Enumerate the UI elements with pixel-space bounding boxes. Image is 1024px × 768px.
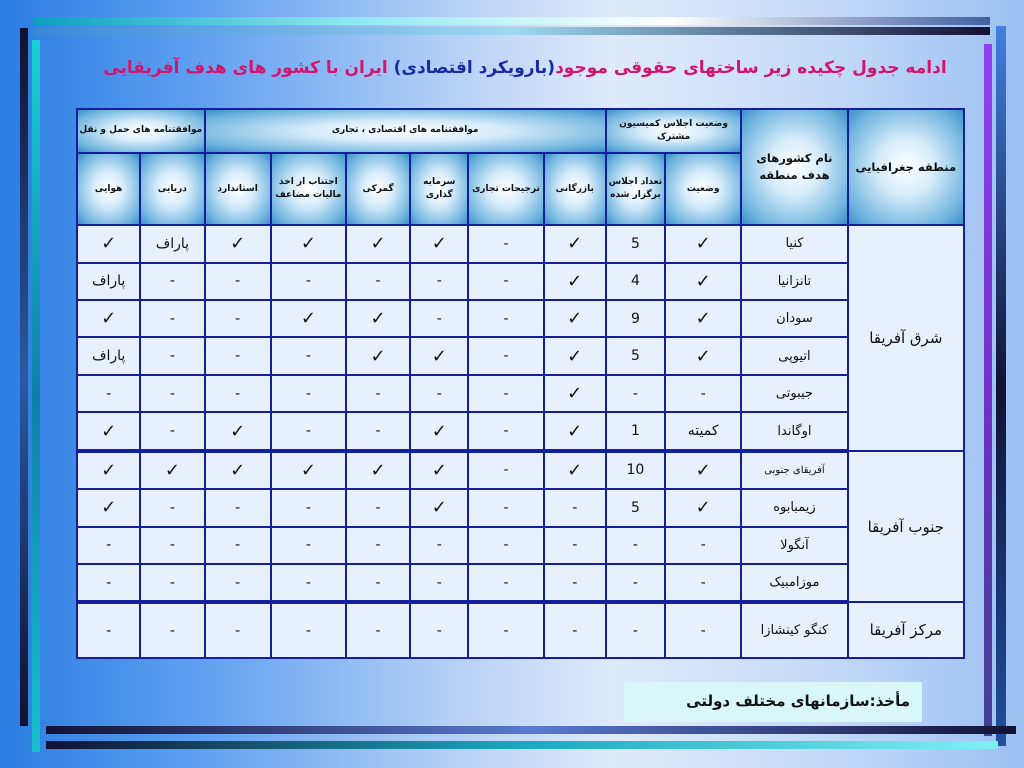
cell-marine: ✓ <box>140 451 204 489</box>
cell-status: ✓ <box>665 263 741 300</box>
header-row-1 <box>77 109 964 153</box>
cell-investment: - <box>410 300 468 337</box>
table-row <box>77 489 964 526</box>
cell-double-tax: - <box>271 527 346 564</box>
frame-bar-bottom-dark <box>46 726 1016 734</box>
cell-double-tax: - <box>271 564 346 602</box>
country-name: آفریقای جنوبی <box>741 451 847 489</box>
cell-standard: - <box>205 263 271 300</box>
cell-marine: پاراف <box>140 225 204 262</box>
cell-investment: ✓ <box>410 451 468 489</box>
cell-double-tax: ✓ <box>271 225 346 262</box>
cell-trade: ✓ <box>544 375 606 412</box>
cell-preferential: - <box>468 489 543 526</box>
cell-marine: - <box>140 337 204 374</box>
cell-standard: - <box>205 337 271 374</box>
cell-trade: ✓ <box>544 225 606 262</box>
cell-air: ✓ <box>77 300 140 337</box>
cell-count: 4 <box>606 263 665 300</box>
frame-bar-top-cyan <box>34 17 990 25</box>
table-row <box>77 564 964 602</box>
cell-status: ✓ <box>665 300 741 337</box>
header-double-tax: اجتناب از اخذ مالیات مضاعف <box>271 153 346 225</box>
table-row <box>77 337 964 374</box>
cell-preferential: - <box>468 564 543 602</box>
cell-double-tax: - <box>271 412 346 450</box>
table-row <box>77 527 964 564</box>
country-name: سودان <box>741 300 847 337</box>
cell-customs: - <box>346 489 410 526</box>
cell-status: ✓ <box>665 225 741 262</box>
cell-double-tax: ✓ <box>271 451 346 489</box>
cell-count: - <box>606 375 665 412</box>
cell-air: - <box>77 375 140 412</box>
header-air: هوایی <box>77 153 140 225</box>
cell-investment: ✓ <box>410 412 468 450</box>
header-investment: سرمایه گذاری <box>410 153 468 225</box>
cell-preferential: - <box>468 300 543 337</box>
frame-bar-right-violet <box>984 44 992 736</box>
cell-air: ✓ <box>77 451 140 489</box>
cell-customs: - <box>346 564 410 602</box>
title-part-1: ادامه جدول چکیده زیر ساختهای حقوقی موجود <box>555 58 947 78</box>
cell-investment: - <box>410 564 468 602</box>
cell-preferential: - <box>468 263 543 300</box>
cell-air: ✓ <box>77 225 140 262</box>
cell-investment: ✓ <box>410 489 468 526</box>
header-trade: بازرگانی <box>544 153 606 225</box>
region-name: جنوب آفریقا <box>848 451 964 603</box>
cell-status: ✓ <box>665 337 741 374</box>
cell-air: - <box>77 564 140 602</box>
cell-marine: - <box>140 489 204 526</box>
cell-investment: ✓ <box>410 337 468 374</box>
table-row <box>77 263 964 300</box>
cell-marine: - <box>140 412 204 450</box>
cell-standard: ✓ <box>205 451 271 489</box>
cell-count: - <box>606 564 665 602</box>
cell-investment: - <box>410 602 468 658</box>
cell-air: - <box>77 527 140 564</box>
title-part-2: (بارویکرد اقتصادی) <box>393 58 556 78</box>
cell-customs: - <box>346 412 410 450</box>
header-transport-group: موافقتنامه های حمل و نقل <box>77 109 205 153</box>
cell-customs: - <box>346 527 410 564</box>
cell-standard: - <box>205 300 271 337</box>
table-row <box>77 375 964 412</box>
cell-standard: - <box>205 489 271 526</box>
cell-trade: ✓ <box>544 451 606 489</box>
cell-count: 10 <box>606 451 665 489</box>
country-name: کنیا <box>741 225 847 262</box>
cell-preferential: - <box>468 375 543 412</box>
cell-customs: - <box>346 375 410 412</box>
cell-marine: - <box>140 263 204 300</box>
header-commission-count: تعداد اجلاس برگزار شده <box>606 153 665 225</box>
frame-bar-right-dark <box>996 26 1006 746</box>
region-name: مرکز آفریقا <box>848 602 964 658</box>
cell-marine: - <box>140 300 204 337</box>
header-economic-group: موافقتنامه های اقتصادی ، تجاری <box>205 109 606 153</box>
table-row <box>77 451 964 489</box>
cell-double-tax: - <box>271 489 346 526</box>
cell-status: - <box>665 602 741 658</box>
cell-count: 5 <box>606 225 665 262</box>
cell-air: پاراف <box>77 337 140 374</box>
cell-preferential: - <box>468 225 543 262</box>
cell-count: 5 <box>606 489 665 526</box>
cell-investment: - <box>410 263 468 300</box>
cell-customs: ✓ <box>346 225 410 262</box>
cell-standard: ✓ <box>205 412 271 450</box>
table-row <box>77 225 964 262</box>
cell-count: 9 <box>606 300 665 337</box>
country-name: آنگولا <box>741 527 847 564</box>
country-name: جیبوتی <box>741 375 847 412</box>
frame-bar-left-dark <box>20 28 28 726</box>
cell-air: پاراف <box>77 263 140 300</box>
source-note: مأخذ:سازمانهای مختلف دولتی <box>624 682 922 722</box>
cell-marine: - <box>140 527 204 564</box>
title-part-3: ایران با کشور های هدف آفریقایی <box>103 58 394 78</box>
table-row <box>77 412 964 450</box>
country-name: اوگاندا <box>741 412 847 450</box>
country-name: کنگو کینشازا <box>741 602 847 658</box>
cell-customs: ✓ <box>346 337 410 374</box>
cell-trade: ✓ <box>544 263 606 300</box>
cell-double-tax: - <box>271 602 346 658</box>
cell-standard: - <box>205 527 271 564</box>
cell-preferential: - <box>468 451 543 489</box>
cell-trade: - <box>544 602 606 658</box>
cell-investment: ✓ <box>410 225 468 262</box>
cell-trade: - <box>544 527 606 564</box>
header-commission-group: وضعیت اجلاس کمیسیون مشترک <box>606 109 741 153</box>
cell-marine: - <box>140 375 204 412</box>
cell-count: - <box>606 527 665 564</box>
cell-double-tax: - <box>271 337 346 374</box>
table-row <box>77 602 964 658</box>
header-region: منطقه جغرافیایی <box>848 109 964 225</box>
cell-customs: ✓ <box>346 451 410 489</box>
cell-count: - <box>606 602 665 658</box>
cell-status: - <box>665 375 741 412</box>
cell-count: 5 <box>606 337 665 374</box>
header-preferential: ترجیحات تجاری <box>468 153 543 225</box>
cell-trade: - <box>544 564 606 602</box>
cell-marine: - <box>140 602 204 658</box>
cell-double-tax: - <box>271 263 346 300</box>
header-customs: گمرکی <box>346 153 410 225</box>
header-standard: استاندارد <box>205 153 271 225</box>
cell-air: ✓ <box>77 412 140 450</box>
cell-preferential: - <box>468 412 543 450</box>
cell-customs: ✓ <box>346 300 410 337</box>
cell-double-tax: - <box>271 375 346 412</box>
cell-customs: - <box>346 263 410 300</box>
header-marine: دریایی <box>140 153 204 225</box>
cell-standard: - <box>205 602 271 658</box>
cell-preferential: - <box>468 602 543 658</box>
country-name: زیمبابوه <box>741 489 847 526</box>
cell-status: - <box>665 527 741 564</box>
cell-standard: - <box>205 375 271 412</box>
cell-status: ✓ <box>665 489 741 526</box>
agreements-table <box>76 108 965 659</box>
cell-marine: - <box>140 564 204 602</box>
cell-trade: - <box>544 489 606 526</box>
cell-standard: - <box>205 564 271 602</box>
country-name: موزامبیک <box>741 564 847 602</box>
cell-air: - <box>77 602 140 658</box>
country-name: تانزانیا <box>741 263 847 300</box>
header-commission-status: وضعیت <box>665 153 741 225</box>
frame-bar-top-dark <box>34 27 990 35</box>
cell-count: 1 <box>606 412 665 450</box>
cell-investment: - <box>410 527 468 564</box>
cell-preferential: - <box>468 527 543 564</box>
cell-preferential: - <box>468 337 543 374</box>
frame-bar-left-cyan <box>32 40 40 752</box>
cell-status: کمیته <box>665 412 741 450</box>
page-title <box>80 58 970 84</box>
cell-trade: ✓ <box>544 412 606 450</box>
cell-investment: - <box>410 375 468 412</box>
cell-status: - <box>665 564 741 602</box>
cell-customs: - <box>346 602 410 658</box>
cell-double-tax: ✓ <box>271 300 346 337</box>
frame-bar-bottom-cyan <box>46 741 998 749</box>
table-row <box>77 300 964 337</box>
cell-air: ✓ <box>77 489 140 526</box>
cell-trade: ✓ <box>544 300 606 337</box>
region-name: شرق آفریقا <box>848 225 964 450</box>
cell-status: ✓ <box>665 451 741 489</box>
country-name: اتیوپی <box>741 337 847 374</box>
header-country: نام کشورهای هدف منطقه <box>741 109 847 225</box>
cell-trade: ✓ <box>544 337 606 374</box>
cell-standard: ✓ <box>205 225 271 262</box>
